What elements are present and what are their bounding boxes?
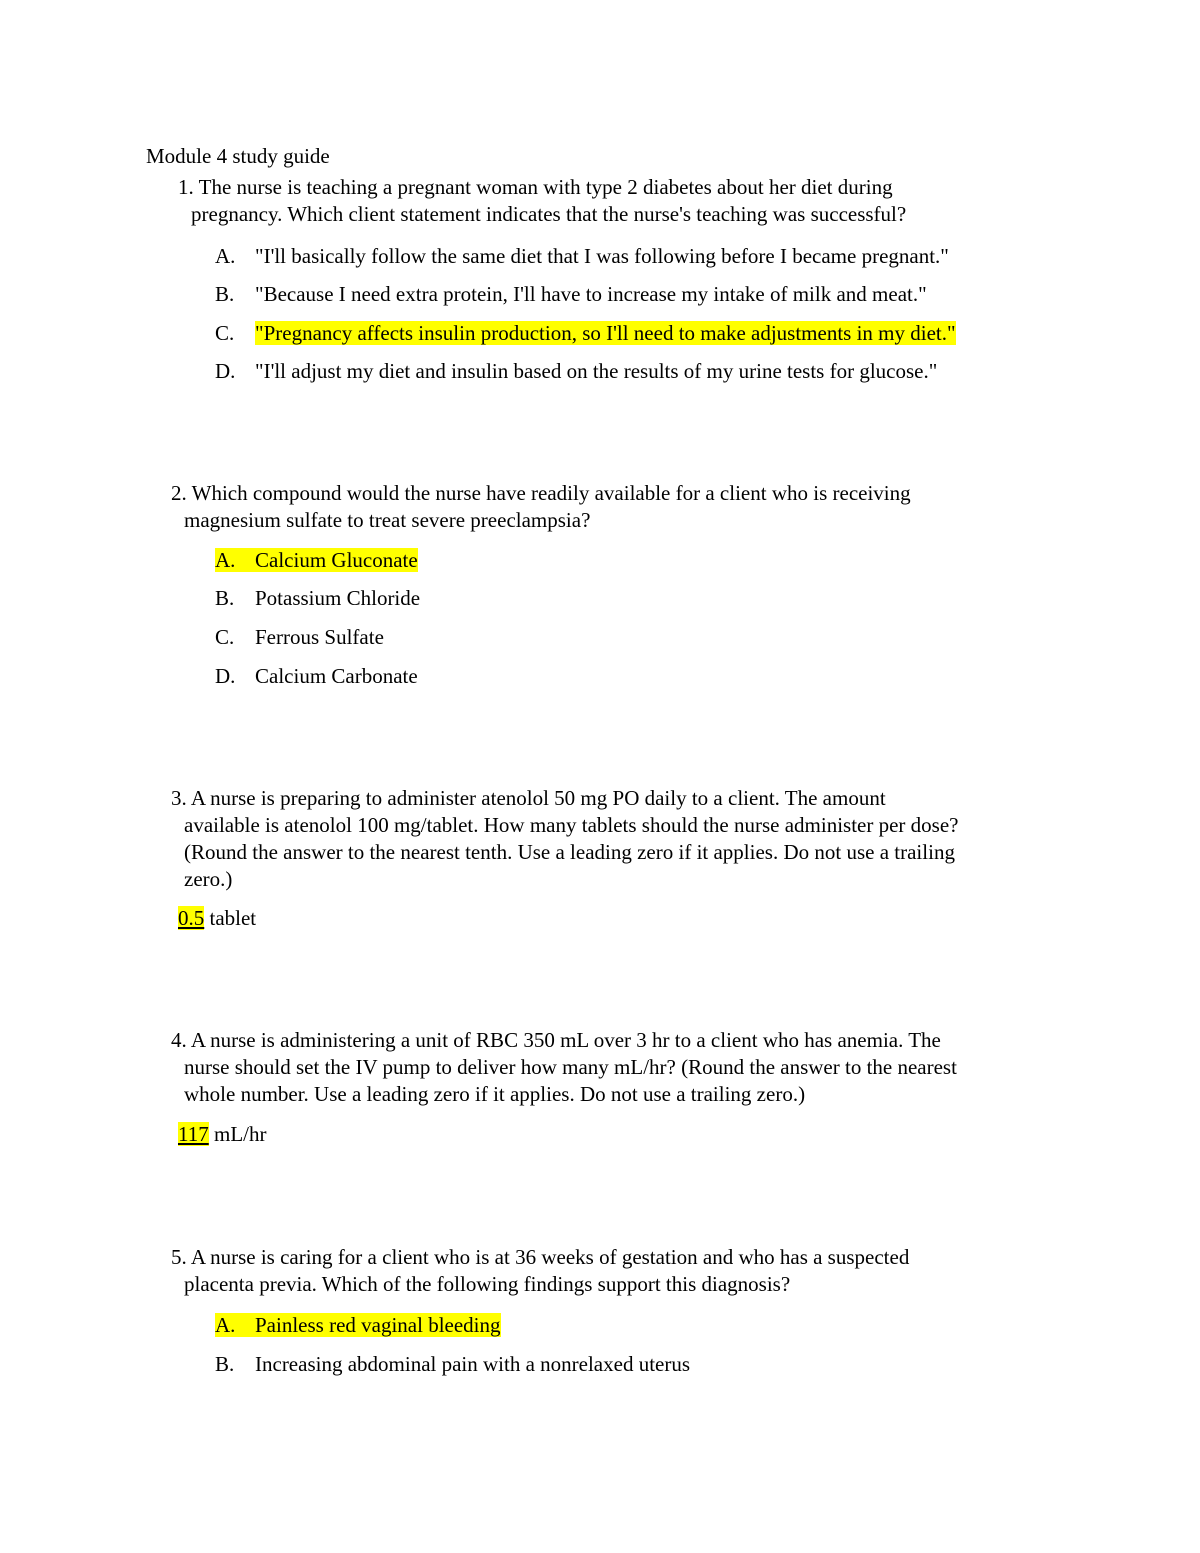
- question-4-text-line-3: whole number. Use a leading zero if it applies. Do not use a trailing zero.): [184, 1082, 806, 1106]
- option-letter: D.: [215, 359, 236, 383]
- option-text: "I'll basically follow the same diet that I was following before I became pregnant.": [255, 244, 949, 268]
- option-text: "I'll adjust my diet and insulin based on the results of my urine tests for glucose.": [255, 359, 938, 383]
- option-letter: A.: [215, 1313, 236, 1337]
- question-2-text-line-2: magnesium sulfate to treat severe preeclampsia?: [184, 508, 591, 532]
- option-letter: B.: [215, 586, 235, 610]
- question-2-option-d: [215, 663, 418, 690]
- question-4-text-line-2: nurse should set the IV pump to deliver how many mL/hr? (Round the answer to the nearest: [184, 1055, 957, 1079]
- option-text: Potassium Chloride: [255, 586, 421, 610]
- option-text-highlighted: [215, 1313, 501, 1337]
- question-4-answer: [178, 1121, 266, 1148]
- question-2-option-c: [215, 624, 384, 651]
- question-3-answer: [178, 905, 256, 932]
- option-letter: B.: [215, 1352, 235, 1376]
- option-text: Increasing abdominal pain with a nonrelaxed uterus: [255, 1352, 691, 1376]
- question-1-text-line-2: pregnancy. Which client statement indicates that the nurse's teaching was successful?: [191, 202, 907, 226]
- option-letter: D.: [215, 664, 236, 688]
- question-3-text-line-3: (Round the answer to the nearest tenth. Use a leading zero if it applies. Do not use a trailing: [184, 840, 955, 864]
- answer-unit: mL/hr: [213, 1122, 267, 1146]
- option-text: Ferrous Sulfate: [255, 625, 384, 649]
- document-title: Module 4 study guide: [146, 144, 330, 168]
- option-letter: A.: [215, 244, 236, 268]
- question-1-option-c: [215, 320, 956, 347]
- option-text: Calcium Carbonate: [255, 664, 418, 688]
- option-text: Painless red vaginal bleeding: [255, 1313, 501, 1337]
- question-4-text-line-1: 4. A nurse is administering a unit of RBC 350 mL over 3 hr to a client who has anemia. The: [171, 1028, 941, 1052]
- question-1-text-line-1: 1. The nurse is teaching a pregnant woman with type 2 diabetes about her diet during: [178, 175, 893, 199]
- question-5-option-a: [215, 1312, 501, 1339]
- question-3-text-line-2: available is atenolol 100 mg/tablet. How many tablets should the nurse administer per dose?: [184, 813, 959, 837]
- option-text-highlighted: [215, 548, 418, 572]
- answer-value: 0.5: [178, 906, 205, 930]
- answer-value: 117: [178, 1122, 209, 1146]
- question-5-text-line-2: placenta previa. Which of the following findings support this diagnosis?: [184, 1272, 791, 1296]
- option-letter: C.: [215, 321, 235, 345]
- question-3-text-line-1: 3. A nurse is preparing to administer atenolol 50 mg PO daily to a client. The amount: [171, 786, 886, 810]
- question-2-text-line-1: 2. Which compound would the nurse have readily available for a client who is receiving: [171, 481, 911, 505]
- question-2-option-a: [215, 547, 418, 574]
- question-1-option-b: [215, 281, 927, 308]
- option-text: "Because I need extra protein, I'll have to increase my intake of milk and meat.": [255, 282, 927, 306]
- question-1-option-a: [215, 243, 949, 270]
- option-text: Calcium Gluconate: [255, 548, 418, 572]
- answer-unit: tablet: [209, 906, 257, 930]
- option-letter: C.: [215, 625, 235, 649]
- question-5-option-b: [215, 1351, 690, 1378]
- question-5-text-line-1: 5. A nurse is caring for a client who is at 36 weeks of gestation and who has a suspected: [171, 1245, 910, 1269]
- question-1-option-d: [215, 358, 937, 385]
- option-letter: B.: [215, 282, 235, 306]
- question-3-text-line-4: zero.): [184, 867, 233, 891]
- option-text-highlighted: "Pregnancy affects insulin production, so I'll need to make adjustments in my diet.": [255, 321, 956, 345]
- option-letter: A.: [215, 548, 236, 572]
- question-2-option-b: [215, 585, 420, 612]
